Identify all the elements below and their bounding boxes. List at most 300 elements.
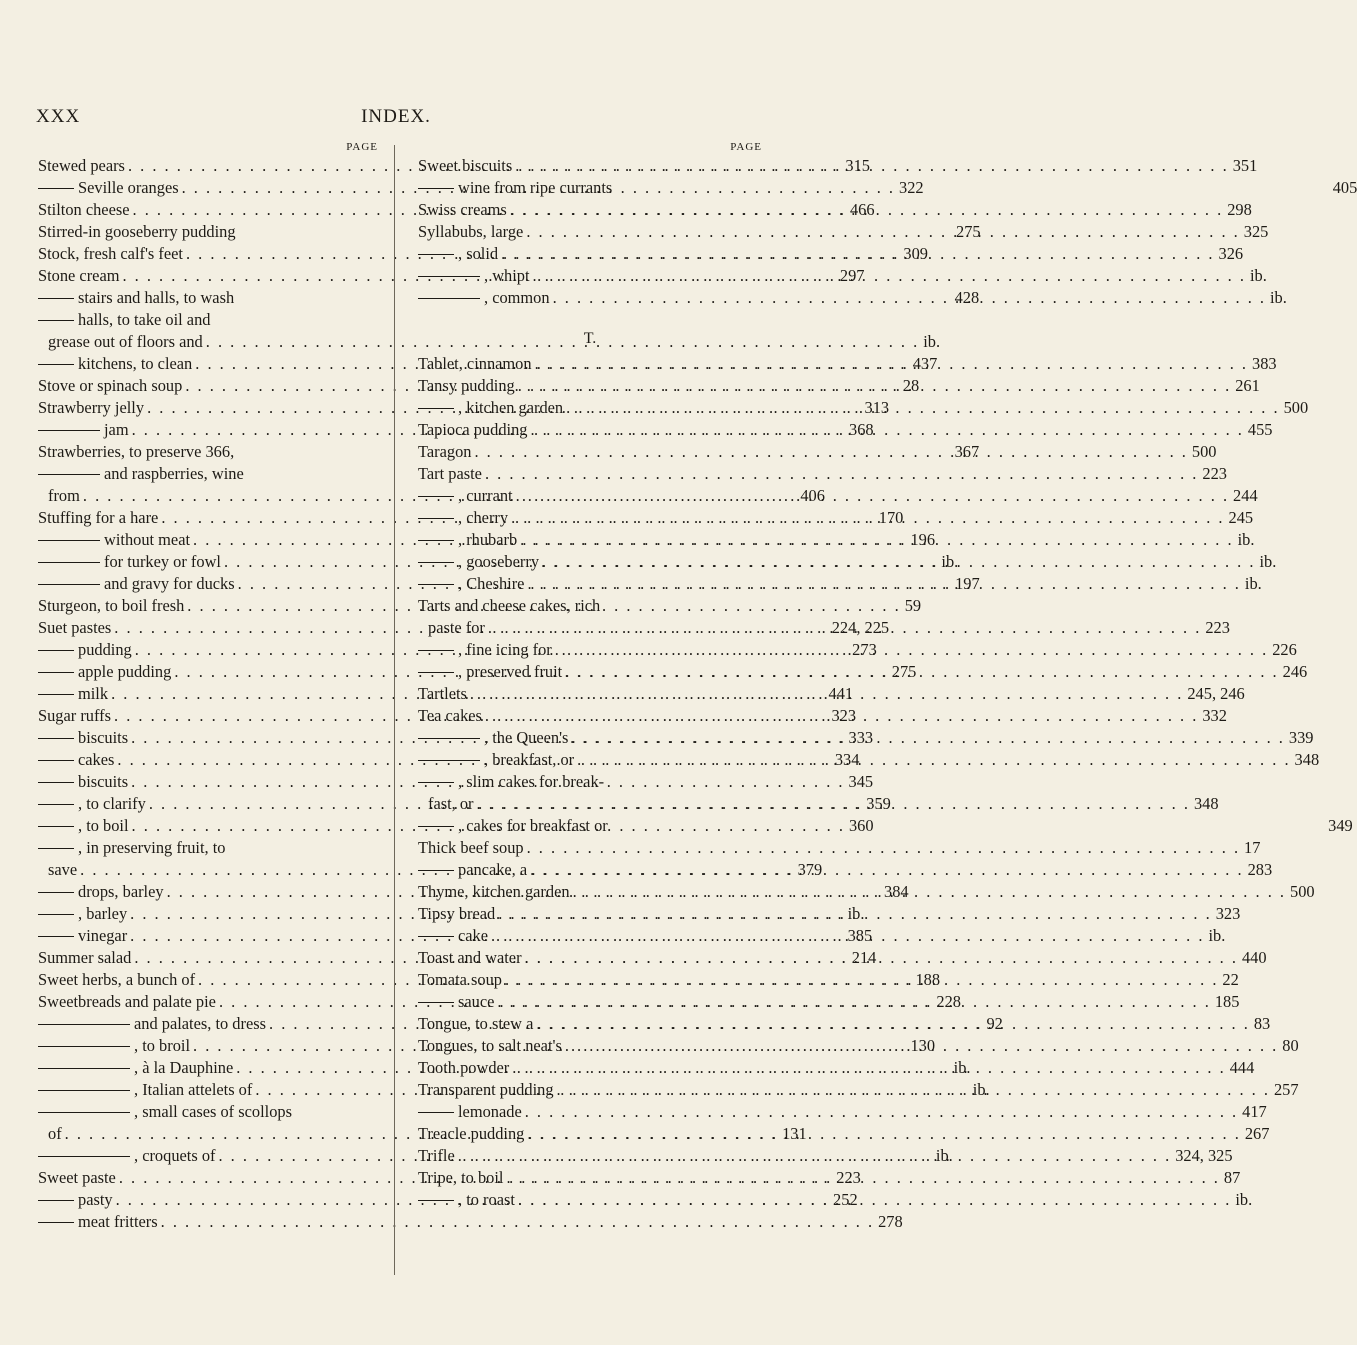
ditto-dash [38,320,74,321]
leader-dots [467,683,1183,705]
entry-page-number: ib. [935,1146,953,1165]
entry-text: Sweet biscuits [418,156,513,175]
entry-page-number: 309 [903,244,928,263]
entry-page-number: 196 [910,530,936,549]
entry-label [38,463,244,485]
leader-dots [488,925,1204,947]
entry-page-number: 22 [1222,970,1239,989]
entry-page-number: 368 [849,420,874,439]
entry-label [418,287,550,309]
entry-page-number: 383 [1252,354,1277,373]
entry-page-number: 131 [782,1124,807,1143]
entry-label [38,1013,266,1035]
entry-text: Tipsy bread [418,904,496,923]
entry-label [418,419,527,441]
entry-text: sauce [458,992,495,1011]
entry-page-number: 349 [1328,816,1353,835]
entry-label [38,309,210,331]
entry-text: Swiss creams [418,200,507,219]
entry-page-number: 252 [833,1190,858,1209]
ditto-dash [418,496,454,497]
entry-text: Trifle [418,1146,455,1165]
entry-page-number: 28 [902,376,920,395]
ditto-dash [418,782,454,783]
entry-text: Tarts and cheese cakes, rich [418,596,601,615]
entry-text: , breakfast, or [484,750,575,769]
entry-page-number: 437 [912,354,938,373]
entry-text: , Cheshire [458,574,525,593]
entry-label [418,1013,533,1035]
entry-text: Stewed pears [38,156,125,175]
ditto-dash [418,870,454,871]
entry-page-number: 367 [954,442,980,461]
entry-text: Stuffing for a hare [38,508,159,527]
leader-dots [515,1189,1231,1211]
entry-page-number: 228 [936,992,961,1011]
entry-text: , the Queen's [484,728,569,747]
entry-text: , rhubarb [458,530,518,549]
entry-text: grease out of floors and [48,332,203,351]
ditto-dash [38,430,100,431]
entry-page-number: 466 [849,200,875,219]
entry-label [418,881,570,903]
entry-page-number: 339 [1288,728,1314,747]
ditto-dash [418,518,454,519]
entry-page-number: 326 [1218,244,1244,263]
entry-page-number: ib. [1237,530,1255,549]
entry-text: and palates, to dress [134,1014,266,1033]
leader-dots [524,573,1240,595]
entry-label [418,529,517,551]
entry-page-number: 80 [1282,1036,1299,1055]
ditto-dash [418,936,454,937]
entry-page-number: 313 [864,398,890,417]
entry-text: , solid [458,244,499,263]
entry-page-number: 283 [1247,860,1273,879]
index-entry [418,463,1227,485]
section-letter: T. [583,330,597,347]
leader-dots [158,1211,874,1233]
entry-page-number: 246 [1282,662,1308,681]
entry-text: Tartlets [418,684,467,703]
entry-label [38,265,119,287]
entry-page-number: 385 [847,926,873,945]
ditto-dash [418,1112,454,1113]
leader-dots [554,1079,1270,1101]
entry-text: drops, barley [78,882,164,901]
entry-page-number: 384 [884,882,909,901]
entry-text: Tomata soup [418,970,502,989]
entry-label [418,463,482,485]
entry-label [418,903,495,925]
entry-text: , slim cakes for break- [458,772,605,791]
entry-label [38,375,182,397]
index-entry [38,463,378,485]
ditto-dash [418,826,454,827]
entry-page-number: 244 [1233,486,1258,505]
entry-label [48,331,203,353]
leader-dots [523,221,1239,243]
entry-text: Stone cream [38,266,120,285]
entry-text: biscuits [78,728,129,747]
leader-dots [533,1013,1249,1035]
entry-page-number: 59 [904,596,922,615]
entry-label [418,969,502,991]
column-divider [394,145,395,1275]
entry-page-number: ib. [1249,266,1267,285]
entry-label [418,199,507,221]
ditto-dash [38,782,74,783]
entry-text: Sweet herbs, a bunch of [38,970,196,989]
entry-page-number: 325 [1243,222,1269,241]
ditto-dash [38,562,100,563]
ditto-dash [418,188,454,189]
entry-label [38,683,108,705]
entry-text: meat fritters [78,1212,158,1231]
entry-label [38,507,158,529]
entry-text: Tongues, to salt neat's [418,1036,562,1055]
entry-text: wine from ripe currants [458,178,613,197]
entry-label [418,727,568,749]
entry-page-number: 188 [915,970,941,989]
entry-page-number: 444 [1229,1058,1255,1077]
entry-text: , to boil [78,816,129,835]
entry-text: Transparent pudding [418,1080,554,1099]
entry-page-number: 223 [836,1168,861,1187]
entry-text: , fine icing for [458,640,552,659]
page-header [36,106,756,132]
entry-label [38,287,234,309]
ditto-dash [38,1024,130,1025]
entry-page-number: ib. [941,552,959,571]
ditto-dash [38,672,74,673]
entry-label [418,639,552,661]
entry-label [38,199,130,221]
leader-dots [495,903,1211,925]
entry-label [418,1189,515,1211]
leader-dots [532,353,1248,375]
entry-text: Suet pastes [38,618,112,637]
entry-text: , barley [78,904,128,923]
entry-page-number: 83 [1253,1014,1271,1033]
entry-text: , cherry [458,508,509,527]
leader-dots [507,199,1223,221]
ditto-dash [38,804,74,805]
entry-text: Toast and water [418,948,522,967]
entry-text: , kitchen garden [458,398,564,417]
entry-page-number: ib. [972,1080,990,1099]
entry-text: , gooseberry [458,552,540,571]
entry-page-number: 87 [1223,1168,1241,1187]
entry-label [38,155,125,177]
entry-text: of [48,1124,62,1143]
entry-text: pasty [78,1190,113,1209]
page-number-label: XXX [36,106,81,127]
entry-page-number: ib. [1208,926,1226,945]
entry-text: Tooth powder [418,1058,510,1077]
entry-text: cakes [78,750,115,769]
entry-text: , whipt [484,266,530,285]
leader-dots [474,793,1190,815]
ditto-dash [418,562,454,563]
entry-page-number: 500 [1283,398,1309,417]
leader-dots [455,1145,1171,1167]
entry-text: Tongue, to stew a [418,1014,534,1033]
entry-label [428,793,474,815]
entry-page-number: 359 [866,794,891,813]
entry-label [48,485,80,507]
entry-label [418,265,530,287]
entry-text: Tapioca pudding [418,420,528,439]
entry-page-number: 92 [986,1014,1003,1033]
entry-label [38,749,114,771]
ditto-dash [38,540,100,541]
entry-text: Treacle pudding [418,1124,525,1143]
leader-dots [513,485,1229,507]
entry-page-number: 223 [1202,464,1227,483]
entry-label [38,815,129,837]
leader-dots [530,265,1246,287]
entry-page-number: ib. [1235,1190,1253,1209]
entry-label [418,1035,562,1057]
entry-page-number: 226 [1272,640,1297,659]
entry-label [38,243,183,265]
entry-label [38,903,127,925]
entry-text: lemonade [458,1102,522,1121]
entry-label [38,221,236,243]
entry-text: kitchens, to clean [78,354,193,373]
entry-text: save [48,860,78,879]
index-entry [38,309,378,331]
index-entry [38,1211,903,1233]
index-entry [38,1101,378,1123]
leader-dots [570,881,1286,903]
entry-page-number: 441 [828,684,854,703]
entry-page-number: ib. [953,1058,971,1077]
entry-page-number: 185 [1214,992,1240,1011]
index-entry [418,837,1261,859]
entry-page-number: 315 [845,156,870,175]
entry-text: Sugar ruffs [38,706,111,725]
entry-label [38,177,179,199]
entry-page-number: 323 [1215,904,1241,923]
entry-text: jam [104,420,129,439]
ditto-dash [418,650,454,651]
entry-page-number: 417 [1242,1102,1267,1121]
entry-text: without meat [104,530,191,549]
entry-page-number: 379 [797,860,823,879]
ditto-dash [38,298,74,299]
leader-dots [568,727,1284,749]
ditto-dash [38,1112,130,1113]
ditto-dash [38,738,74,739]
entry-page-number: 500 [1290,882,1315,901]
ditto-dash [418,276,480,277]
entry-label [38,397,144,419]
entry-label [418,507,508,529]
leader-dots [498,243,1214,265]
entry-page-number: 405 [1332,178,1357,197]
entry-label [38,1189,113,1211]
entry-label [418,837,524,859]
entry-page-number: 273 [852,640,877,659]
entry-page-number: 500 [1191,442,1217,461]
leader-dots [515,375,1231,397]
entry-label [418,749,574,771]
ditto-dash [38,936,74,937]
entry-text: Strawberry jelly [38,398,145,417]
entry-page-number: 224, 225 [831,618,890,637]
entry-text: Tea cakes [418,706,482,725]
entry-text: fast, or [428,794,474,813]
index-entry [418,1101,1267,1123]
entry-label [38,991,216,1013]
page-title: INDEX. [361,106,431,127]
entry-label [38,441,234,463]
entry-label [418,771,604,793]
entry-page-number: ib. [1244,574,1262,593]
entry-text: , to roast [458,1190,515,1209]
entry-label [38,529,190,551]
ditto-dash [38,1090,130,1091]
entry-label [38,947,131,969]
entry-label [38,573,235,595]
entry-text: Tablet, cinnamon [418,354,532,373]
entry-text: , Italian attelets of [134,1080,253,1099]
entry-page-number: ib. [1270,288,1287,307]
leader-dots [527,419,1243,441]
ditto-dash [38,1068,130,1069]
entry-page-number: 17 [1244,838,1261,857]
leader-dots [524,837,1240,859]
entry-label [38,881,164,903]
ditto-dash [418,298,480,299]
entry-label [38,727,128,749]
entry-page-number: 275 [956,222,981,241]
entry-text: , in preserving fruit, to [78,838,226,857]
entry-page-number: 297 [839,266,865,285]
leader-dots [512,155,1228,177]
ditto-dash [418,760,480,761]
entry-page-number: 322 [899,178,924,197]
entry-label [38,1079,252,1101]
entry-label [38,1035,190,1057]
entry-label [38,551,221,573]
entry-text: , small cases of scollops [134,1102,292,1121]
entry-text: Stilton cheese [38,200,130,219]
entry-label [38,837,225,859]
entry-text: pancake, a [458,860,528,879]
entry-text: vinegar [78,926,128,945]
entry-page-number: 348 [1294,750,1320,769]
entry-page-number: 261 [1235,376,1260,395]
entry-text: , à la Dauphine [134,1058,234,1077]
ditto-dash [38,1156,130,1157]
leader-dots [524,1123,1240,1145]
index-entry [38,837,378,859]
entry-label [418,221,523,243]
entry-text: Stirred-in gooseberry pudding [38,222,236,241]
entry-label [38,1145,215,1167]
entry-label [48,859,77,881]
entry-page-number: 406 [800,486,825,505]
entry-text: Tart paste [418,464,482,483]
entry-label [418,177,612,199]
entry-label [418,815,608,837]
index-entry [418,771,762,793]
entry-label [428,617,485,639]
entry-page-number: 323 [831,706,857,725]
entry-text: Summer salad [38,948,132,967]
ditto-dash [38,364,74,365]
entry-text: from [48,486,80,505]
entry-label [418,397,563,419]
entry-page-number: 428 [954,288,980,307]
entry-text: cake [458,926,489,945]
entry-label [418,375,515,397]
entry-label [418,441,471,463]
index-entry [418,595,762,617]
entry-label [38,969,195,991]
entry-label [38,793,146,815]
leader-dots [517,529,1233,551]
entry-page-number: 130 [910,1036,936,1055]
entry-label [418,1079,554,1101]
entry-text: Taragon [418,442,472,461]
leader-dots [508,507,1224,529]
leader-dots [574,749,1290,771]
entry-text: Syllabubs, large [418,222,524,241]
entry-page-number: 333 [848,728,874,747]
ditto-dash [38,584,100,585]
ditto-dash [418,408,454,409]
leader-dots [562,1035,1278,1057]
entry-text: Sturgeon, to boil fresh [38,596,185,615]
entry-text: Thick beef soup [418,838,524,857]
entry-page-number: 332 [1202,706,1227,725]
leader-dots [563,397,1279,419]
entry-text: Tripe, to boil [418,1168,504,1187]
ditto-dash [418,584,454,585]
entry-page-number: 275 [891,662,917,681]
ditto-dash [38,892,74,893]
entry-page-number: 345 [848,772,874,791]
entry-text: Sweetbreads and palate pie [38,992,216,1011]
ditto-dash [38,1222,74,1223]
entry-text: Stock, fresh calf's feet [38,244,183,263]
entry-page-number: ib. [1259,552,1277,571]
leader-dots [539,551,1255,573]
ditto-dash [418,672,454,673]
leader-dots [562,661,1278,683]
entry-label [38,925,127,947]
ditto-dash [418,1200,454,1201]
entry-page-number: 440 [1241,948,1267,967]
entry-label [38,1101,292,1123]
entry-page-number: 278 [878,1212,903,1231]
entry-text: , common [484,288,550,307]
entry-label [418,595,600,617]
entry-text: , currant [458,486,513,505]
leader-dots [503,1167,1219,1189]
entry-page-number: 334 [834,750,860,769]
entry-page-number: 348 [1193,794,1219,813]
entry-label [418,1057,509,1079]
entry-label [38,1057,233,1079]
entry-label [38,661,171,683]
ditto-dash [418,540,454,541]
entry-page-number: 351 [1232,156,1258,175]
